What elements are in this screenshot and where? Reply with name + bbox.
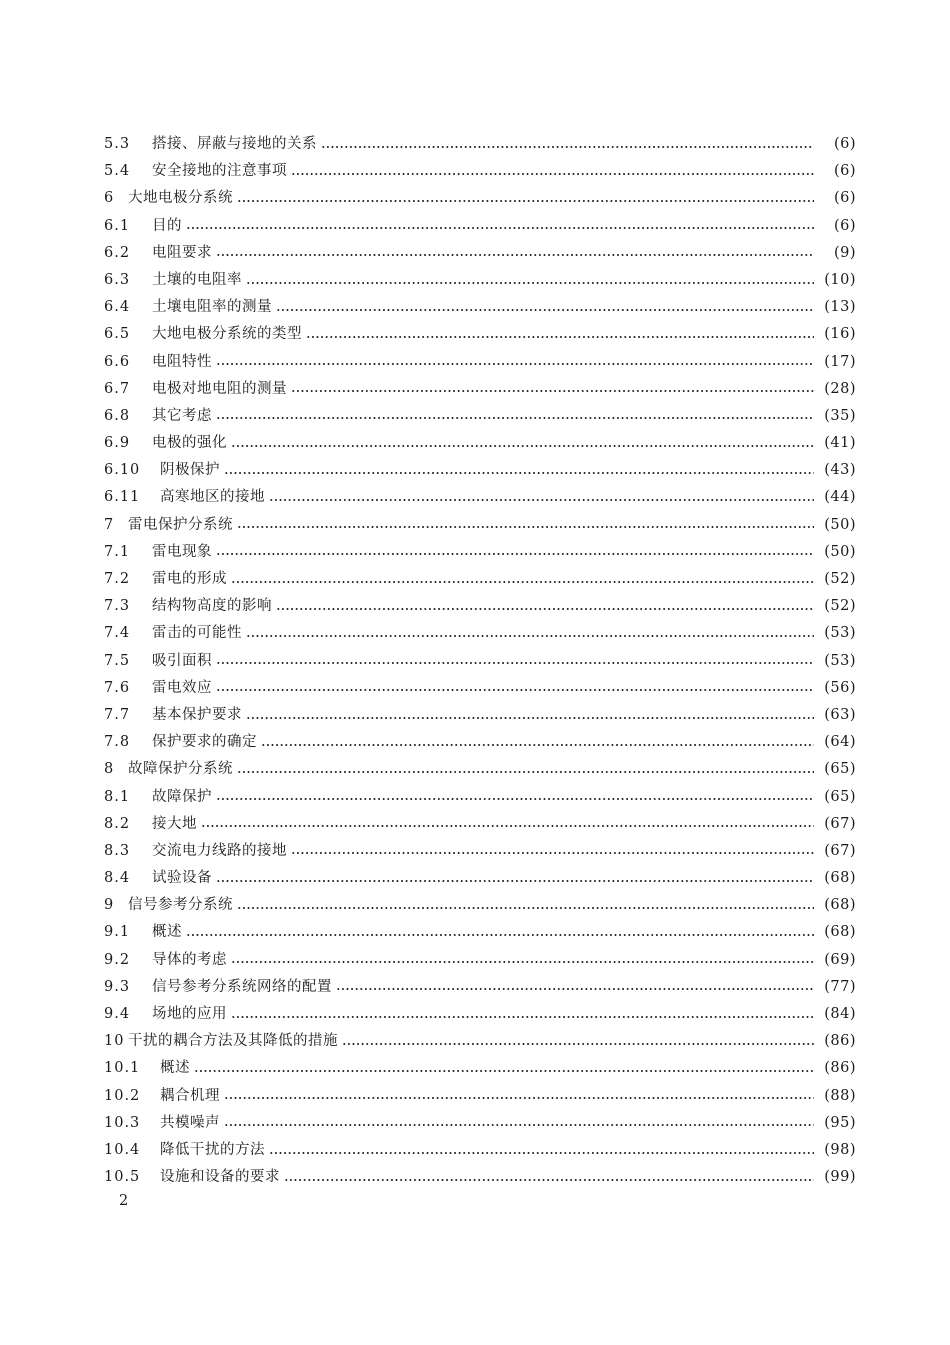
toc-entry-page: (52): [824, 571, 856, 587]
toc-entry-number: 9: [104, 897, 115, 914]
dot-leader: [237, 200, 814, 202]
dot-leader: [186, 227, 814, 229]
toc-entry-title: 耦合机理: [160, 1087, 220, 1104]
toc-entry: [104, 512, 856, 539]
toc-entry-title: 概述: [152, 924, 182, 941]
toc-entry: [104, 376, 856, 403]
dot-leader: [276, 309, 814, 311]
toc-entry-title: 交流电力线路的接地: [152, 842, 287, 859]
toc-entry: [104, 1055, 856, 1082]
toc-entry-title: 故障保护: [152, 788, 212, 805]
dot-leader: [291, 852, 814, 854]
toc-entry-page: (53): [824, 652, 856, 669]
toc-entry-title: 电极的强化: [152, 435, 227, 452]
dot-leader: [269, 499, 814, 501]
toc-entry: [104, 457, 856, 484]
toc-entry: [104, 321, 856, 348]
toc-entry-number: 9.4: [104, 1006, 131, 1022]
dot-leader: [246, 717, 814, 719]
toc-entry: [104, 892, 856, 919]
toc-entry: [104, 838, 856, 865]
toc-entry: [104, 1110, 856, 1137]
toc-entry-number: 6.1: [104, 217, 131, 234]
toc-entry-page: (6): [833, 217, 856, 234]
toc-entry: [104, 729, 856, 756]
toc-entry: [104, 294, 856, 321]
toc-entry-title: 基本保护要求: [152, 706, 242, 723]
toc-entry-title: 土壤的电阻率: [152, 271, 242, 288]
toc-entry-page: (10): [824, 271, 856, 288]
dot-leader: [237, 526, 814, 528]
toc-entry-number: 6.5: [104, 326, 131, 343]
dot-leader: [342, 1043, 814, 1045]
toc-entry-title: 干扰的耦合方法及其降低的措施: [128, 1033, 338, 1050]
toc-entry-number: 8.1: [104, 788, 131, 805]
toc-entry-page: (63): [824, 706, 856, 723]
dot-leader: [306, 336, 814, 338]
toc-entry: [104, 213, 856, 240]
toc-entry: [104, 1137, 856, 1164]
toc-entry-page: (88): [824, 1087, 856, 1104]
toc-entry: [104, 158, 856, 185]
toc-entry-page: (86): [824, 1033, 856, 1050]
toc-entry-title: 故障保护分系统: [128, 761, 233, 778]
dot-leader: [231, 581, 814, 583]
toc-entry-page: (77): [824, 978, 856, 995]
toc-entry-title: 大地电极分系统: [128, 190, 233, 207]
toc-entry-number: 7.4: [104, 625, 131, 642]
toc-entry-number: 10.2: [104, 1087, 141, 1104]
dot-leader: [224, 1124, 814, 1126]
toc-entry-title: 信号参考分系统网络的配置: [152, 978, 332, 995]
toc-entry: [104, 593, 856, 620]
toc-entry-number: 8.4: [104, 870, 131, 887]
toc-entry-title: 电阻特性: [152, 353, 212, 370]
dot-leader: [284, 1179, 814, 1181]
dot-leader: [201, 825, 814, 827]
toc-entry: [104, 349, 856, 376]
toc-entry-number: 5.3: [104, 136, 131, 152]
dot-leader: [237, 907, 814, 909]
toc-entry-number: 10.4: [104, 1141, 141, 1158]
toc-entry-page: (41): [824, 435, 856, 452]
toc-entry-number: 7: [104, 516, 115, 533]
dot-leader: [231, 445, 814, 447]
toc-entry-page: (95): [824, 1114, 856, 1131]
toc-entry-page: (86): [824, 1060, 856, 1077]
toc-entry-number: 10.3: [104, 1114, 141, 1131]
toc-entry-title: 其它考虑: [152, 407, 212, 424]
toc-entry-title: 雷电的形成: [152, 571, 227, 587]
toc-entry-title: 目的: [152, 217, 182, 234]
toc-entry-title: 场地的应用: [152, 1006, 227, 1022]
dot-leader: [291, 390, 814, 392]
toc-entry-title: 共模噪声: [160, 1114, 220, 1131]
toc-entry: [104, 756, 856, 783]
toc-entry-title: 试验设备: [152, 870, 212, 887]
toc-entry-page: (65): [824, 761, 856, 778]
dot-leader: [231, 1016, 814, 1018]
toc-entry-title: 降低干扰的方法: [160, 1141, 265, 1158]
toc-entry: [104, 675, 856, 702]
toc-entry-page: (68): [824, 870, 856, 887]
toc-entry-number: 6: [104, 190, 115, 207]
dot-leader: [186, 934, 814, 936]
toc-entry-title: 保护要求的确定: [152, 734, 257, 751]
dot-leader: [216, 553, 814, 555]
toc-entry: [104, 919, 856, 946]
toc-entry-number: 7.3: [104, 598, 131, 615]
toc-entry-number: 6.4: [104, 299, 131, 316]
toc-entry: [104, 1164, 856, 1191]
toc-entry-title: 结构物高度的影响: [152, 598, 272, 615]
dot-leader: [216, 363, 814, 365]
toc-entry-title: 雷电效应: [152, 679, 212, 696]
toc-entry: [104, 131, 856, 158]
toc-entry-page: (35): [824, 407, 856, 424]
toc-entry-title: 吸引面积: [152, 652, 212, 669]
dot-leader: [224, 1097, 814, 1099]
toc-entry: [104, 784, 856, 811]
toc-entry-page: (6): [833, 136, 856, 152]
toc-entry-number: 8.3: [104, 842, 131, 859]
dot-leader: [231, 961, 814, 963]
toc-entry-number: 7.8: [104, 734, 131, 751]
toc-entry-title: 导体的考虑: [152, 951, 227, 968]
toc-entry: [104, 430, 856, 457]
toc-entry-page: (9): [833, 244, 856, 261]
toc-entry-title: 土壤电阻率的测量: [152, 299, 272, 316]
toc-entry-page: (98): [824, 1141, 856, 1158]
toc-entry-page: (16): [824, 326, 856, 343]
toc-entry: [104, 403, 856, 430]
dot-leader: [224, 472, 814, 474]
toc-entry: [104, 1028, 856, 1055]
toc-entry-title: 雷击的可能性: [152, 625, 242, 642]
toc-entry-title: 安全接地的注意事项: [152, 163, 287, 180]
dot-leader: [216, 662, 814, 664]
toc-entry-number: 7.7: [104, 706, 131, 723]
toc-entry-page: (99): [824, 1169, 856, 1186]
toc-entry-page: (6): [833, 163, 856, 180]
toc-entry: [104, 539, 856, 566]
toc-entry-title: 概述: [160, 1060, 190, 1077]
dot-leader: [216, 417, 814, 419]
dot-leader: [261, 744, 814, 746]
toc-entry-page: (43): [824, 462, 856, 479]
dot-leader: [246, 635, 814, 637]
toc-entry-page: (68): [824, 924, 856, 941]
toc-entry-page: (69): [824, 951, 856, 968]
toc-entry-title: 电阻要求: [152, 244, 212, 261]
dot-leader: [216, 880, 814, 882]
toc-entry-number: 7.6: [104, 679, 131, 696]
dot-leader: [321, 146, 814, 148]
dot-leader: [291, 173, 814, 175]
dot-leader: [216, 798, 814, 800]
toc-entry: [104, 267, 856, 294]
toc-entry: [104, 1083, 856, 1110]
toc-entry-number: 6.2: [104, 244, 131, 261]
toc-entry: [104, 185, 856, 212]
toc-entry-page: (6): [833, 190, 856, 207]
dot-leader: [269, 1152, 814, 1154]
toc-entry-title: 雷电保护分系统: [128, 516, 233, 533]
toc-entry-number: 6.6: [104, 353, 131, 370]
toc-entry-title: 雷电现象: [152, 543, 212, 560]
toc-entry-number: 10: [104, 1033, 125, 1050]
toc-entry-number: 9.3: [104, 978, 131, 995]
dot-leader: [276, 608, 814, 610]
dot-leader: [216, 254, 814, 256]
toc-entry-number: 6.9: [104, 435, 131, 452]
toc-entry-number: 6.8: [104, 407, 131, 424]
toc-entry-page: (50): [824, 543, 856, 560]
toc-entry-title: 大地电极分系统的类型: [152, 326, 302, 343]
toc-entry: [104, 484, 856, 511]
toc-entry: [104, 811, 856, 838]
toc-entry: [104, 865, 856, 892]
toc-entry-title: 搭接、屏蔽与接地的关系: [152, 136, 317, 152]
toc-entry: [104, 702, 856, 729]
toc-entry: [104, 620, 856, 647]
toc-entry-title: 设施和设备的要求: [160, 1169, 280, 1186]
toc-entry-number: 6.11: [104, 489, 141, 506]
toc-entry-number: 6.3: [104, 271, 131, 288]
toc-entry-title: 信号参考分系统: [128, 897, 233, 914]
toc-entry-page: (56): [824, 679, 856, 696]
dot-leader: [216, 689, 814, 691]
toc-entry-number: 9.1: [104, 924, 131, 941]
toc-entry: [104, 1001, 856, 1028]
toc-entry-page: (67): [824, 815, 856, 832]
toc-entry-number: 5.4: [104, 163, 131, 180]
toc-entry-page: (50): [824, 516, 856, 533]
dot-leader: [237, 771, 814, 773]
toc-entry-number: 7.1: [104, 543, 131, 560]
toc-entry-title: 高寒地区的接地: [160, 489, 265, 506]
toc-entry-number: 6.7: [104, 380, 131, 397]
toc-entry-page: (53): [824, 625, 856, 642]
toc-entry-page: (28): [824, 380, 856, 397]
toc-entry-number: 7.2: [104, 571, 131, 587]
toc-entry-page: (68): [824, 897, 856, 914]
table-of-contents: [104, 131, 856, 1191]
toc-entry-page: (84): [824, 1006, 856, 1022]
toc-entry-page: (65): [824, 788, 856, 805]
toc-entry-page: (13): [824, 299, 856, 316]
toc-entry-number: 10.1: [104, 1060, 141, 1077]
toc-entry-page: (17): [824, 353, 856, 370]
toc-entry: [104, 648, 856, 675]
toc-entry: [104, 566, 856, 593]
toc-entry-page: (67): [824, 842, 856, 859]
toc-entry: [104, 947, 856, 974]
page-number: 2: [119, 1193, 129, 1209]
toc-entry-number: 7.5: [104, 652, 131, 669]
toc-entry-title: 电极对地电阻的测量: [152, 380, 287, 397]
dot-leader: [336, 988, 814, 990]
toc-entry-page: (64): [824, 734, 856, 751]
toc-entry: [104, 240, 856, 267]
dot-leader: [246, 282, 814, 284]
toc-entry-number: 10.5: [104, 1169, 141, 1186]
toc-entry-number: 9.2: [104, 951, 131, 968]
toc-entry-page: (52): [824, 598, 856, 615]
toc-entry-title: 阴极保护: [160, 462, 220, 479]
toc-entry-number: 8: [104, 761, 115, 778]
dot-leader: [194, 1070, 814, 1072]
toc-entry-title: 接大地: [152, 815, 197, 832]
toc-entry-number: 6.10: [104, 462, 141, 479]
toc-entry-page: (44): [824, 489, 856, 506]
toc-entry-number: 8.2: [104, 815, 131, 832]
toc-entry: [104, 974, 856, 1001]
